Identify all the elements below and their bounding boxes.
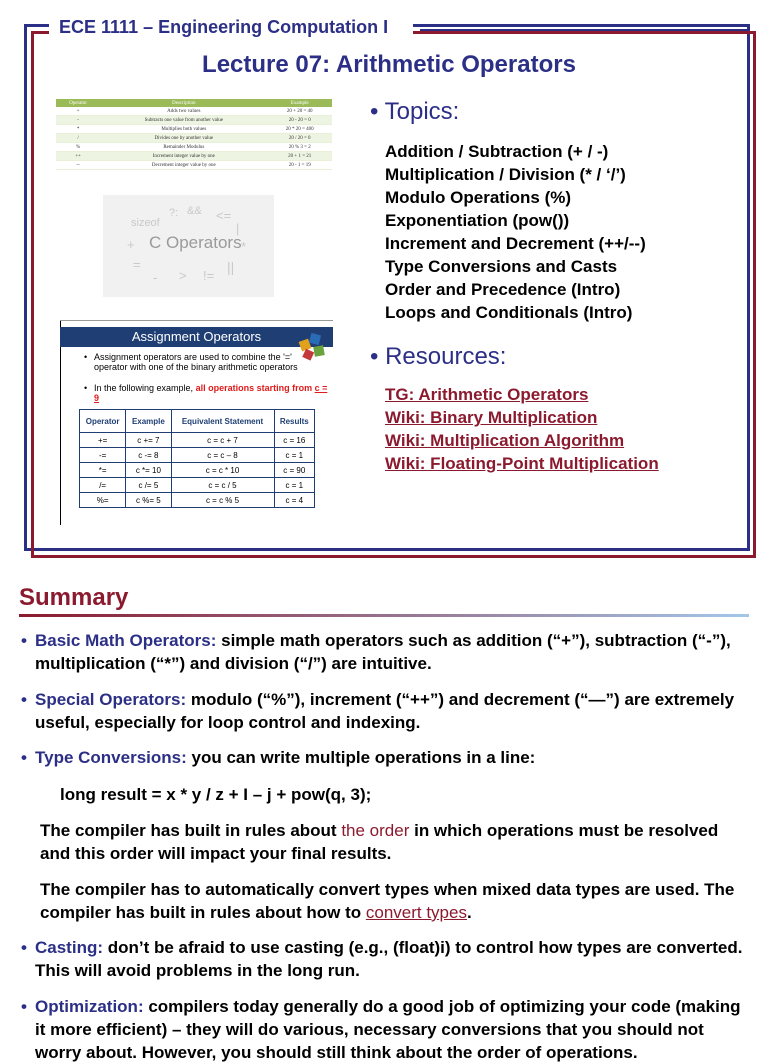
- table-cell: /: [56, 134, 100, 143]
- convert-link[interactable]: convert types: [365, 903, 467, 922]
- header-rule-blue-2: [420, 29, 750, 31]
- table-row: [80, 433, 315, 448]
- bullet2-highlight: all operations starting from: [195, 383, 315, 393]
- table-row: [56, 134, 332, 143]
- order-pre: The compiler has built in rules about: [40, 821, 342, 840]
- table-row: [80, 448, 315, 463]
- slide-left-edge: [60, 320, 61, 525]
- lecture-title: Lecture 07: Arithmetic Operators: [202, 51, 576, 78]
- table-cell: /=: [80, 478, 126, 493]
- table-row: [56, 125, 332, 134]
- resources-heading: [370, 343, 506, 371]
- table-cell: c %= 5: [126, 493, 171, 508]
- table-cell: 20 % 3 = 2: [267, 143, 332, 152]
- table-cell: c += 7: [126, 433, 171, 448]
- topics-bullet: •: [370, 98, 379, 125]
- table-row: [56, 161, 332, 170]
- operator-symbol: >: [179, 268, 187, 283]
- summary-rule: [19, 614, 749, 617]
- summary-title: Summary: [19, 584, 129, 611]
- table-cell: Increment integer value by one: [100, 152, 267, 161]
- operator-symbol: <=: [216, 208, 232, 223]
- assignment-bullet-1: Assignment operators are used to combine the '=' operator with one of the binary arithmetic operators: [94, 352, 298, 372]
- special-label: Special Operators:: [35, 690, 187, 709]
- table-cell: c /= 5: [126, 478, 171, 493]
- topics-heading: [370, 98, 459, 126]
- operator-symbol: sizeof: [131, 217, 160, 229]
- table-cell: 20 + 1 = 21: [267, 152, 332, 161]
- bullet-dot: •: [21, 938, 27, 957]
- optim-text: compilers today generally do a good job of optimizing your code (making it more efficient) – they will do various, necessary conversions that you should not worry about. However, you should still think about the order of operations.: [35, 997, 741, 1062]
- table-cell: c = c / 5: [171, 478, 274, 493]
- table-cell: +=: [80, 433, 126, 448]
- operators-table: [56, 99, 332, 170]
- resources-heading-label: Resources:: [385, 343, 507, 370]
- header-corner: [32, 24, 46, 27]
- table-cell: c = c % 5: [171, 493, 274, 508]
- operator-symbol: =: [133, 257, 141, 272]
- resource-link[interactable]: Wiki: Multiplication Algorithm: [385, 431, 625, 450]
- table-cell: c = 90: [274, 463, 314, 478]
- assignment-operators-slide: [60, 320, 333, 525]
- topic-item: Type Conversions and Casts: [385, 257, 618, 276]
- bullet2-value: c = 9: [94, 383, 328, 403]
- c-operators-title: C Operators: [149, 233, 242, 252]
- table-cell: +: [56, 107, 100, 116]
- convert-post: .: [466, 903, 472, 922]
- table-row: [80, 463, 315, 478]
- optim-label: Optimization:: [35, 997, 144, 1016]
- table-cell: %=: [80, 493, 126, 508]
- table-cell: 20 / 20 = 0: [267, 134, 332, 143]
- resources-bullet: •: [370, 343, 379, 370]
- table-header: Results: [274, 410, 314, 433]
- table-header: Operator: [56, 99, 100, 107]
- casting-text: don’t be afraid to use casting (e.g., (float)i) to control how types are converted. This will avoid problems in the long run.: [35, 938, 743, 980]
- operator-symbol: !=: [203, 268, 215, 283]
- operator-symbol: |: [236, 221, 240, 236]
- table-cell: c = 16: [274, 433, 314, 448]
- table-cell: -: [56, 116, 100, 125]
- table-cell: Adds two values: [100, 107, 267, 116]
- table-cell: 20 * 20 = 400: [267, 125, 332, 134]
- table-header: Example: [126, 410, 171, 433]
- summary-casting: [21, 936, 745, 982]
- table-cell: %: [56, 143, 100, 152]
- topic-item: Loops and Conditionals (Intro): [385, 303, 633, 322]
- type-label: Type Conversions:: [35, 748, 187, 767]
- table-cell: Divides one by another value: [100, 134, 267, 143]
- c-operators-image: [103, 195, 274, 297]
- assignment-table: [79, 409, 315, 508]
- table-row: [56, 107, 332, 116]
- table-row: [80, 478, 315, 493]
- table-cell: c *= 10: [126, 463, 171, 478]
- topic-item: Order and Precedence (Intro): [385, 280, 621, 299]
- table-cell: 20 + 20 = 40: [267, 107, 332, 116]
- operator-symbol: ||: [227, 259, 235, 275]
- bullet-dot: •: [21, 997, 27, 1016]
- order-link[interactable]: the order: [341, 821, 410, 840]
- summary-special: [21, 688, 745, 734]
- operator-symbol: -: [153, 270, 158, 285]
- topics-heading-label: Topics:: [384, 98, 460, 125]
- topic-item: Increment and Decrement (++/--): [385, 234, 646, 253]
- operator-symbol: *: [241, 239, 247, 254]
- table-row: [56, 116, 332, 125]
- summary-convert: [40, 878, 750, 924]
- special-text: modulo (“%”), increment (“++”) and decrement (“—”) are extremely useful, especially for loop control and indexing.: [35, 690, 735, 732]
- summary-optimization: [21, 995, 745, 1064]
- resource-link[interactable]: Wiki: Floating-Point Multiplication: [385, 454, 659, 473]
- table-cell: c = c + 7: [171, 433, 274, 448]
- topic-item: Exponentiation (pow()): [385, 211, 570, 230]
- operator-symbol: &&: [187, 205, 202, 217]
- bullet-dot: •: [21, 748, 27, 767]
- type-text: you can write multiple operations in a line:: [186, 748, 536, 767]
- table-header: Description: [100, 99, 267, 107]
- casting-label: Casting:: [35, 938, 103, 957]
- slide-top-edge: [60, 320, 333, 321]
- assignment-bullet-2: [94, 383, 330, 403]
- topic-item: Addition / Subtraction (+ / -): [385, 142, 609, 161]
- code-line: long result = x * y / z + I – j + pow(q, 3);: [60, 785, 372, 804]
- table-cell: *=: [80, 463, 126, 478]
- resource-link[interactable]: TG: Arithmetic Operators: [385, 385, 589, 404]
- bullet2-prefix: In the following example,: [94, 383, 196, 393]
- convert-pre: The compiler has to automatically convert types when mixed data types are used. The compiler has built in rules about how to: [40, 880, 735, 922]
- basic-label: Basic Math Operators:: [35, 631, 217, 650]
- basic-text: simple math operators such as addition (“+”), subtraction (“-”), multiplication (“*”) and division (“/”) are intuitive.: [35, 631, 731, 673]
- bullet-dot: •: [21, 631, 27, 650]
- table-cell: c = c – 8: [171, 448, 274, 463]
- table-header: Example: [267, 99, 332, 107]
- bullet-dot: •: [84, 352, 88, 362]
- table-cell: c = c * 10: [171, 463, 274, 478]
- bullet-dot: •: [84, 383, 88, 393]
- resource-link[interactable]: Wiki: Binary Multiplication: [385, 408, 598, 427]
- table-row: [80, 493, 315, 508]
- topic-item: Modulo Operations (%): [385, 188, 572, 207]
- assignment-title: Assignment Operators: [60, 327, 333, 347]
- operator-symbol: +: [127, 237, 135, 252]
- table-cell: c = 1: [274, 478, 314, 493]
- table-row: [56, 143, 332, 152]
- table-cell: c = 1: [274, 448, 314, 463]
- table-cell: --: [56, 161, 100, 170]
- summary-basic: [21, 629, 745, 675]
- summary-order: [40, 819, 750, 865]
- table-cell: -=: [80, 448, 126, 463]
- table-cell: Remainder Modulus: [100, 143, 267, 152]
- table-cell: c = 4: [274, 493, 314, 508]
- summary-type: [21, 746, 745, 769]
- topic-item: Multiplication / Division (* / ‘/’): [385, 165, 626, 184]
- order-post: in which operations must be resolved and this order will impact your final results.: [40, 821, 719, 863]
- table-header: Operator: [80, 410, 126, 433]
- table-cell: Decrement integer value by one: [100, 161, 267, 170]
- course-title: ECE 1111 – Engineering Computation I: [59, 17, 389, 37]
- table-cell: Subtracts one value from another value: [100, 116, 267, 125]
- table-cell: ++: [56, 152, 100, 161]
- header-rule-blue: [420, 24, 750, 26]
- operator-symbol: ?:: [169, 207, 179, 219]
- table-cell: c -= 8: [126, 448, 171, 463]
- bullet-dot: •: [21, 690, 27, 709]
- table-cell: *: [56, 125, 100, 134]
- table-cell: 20 - 1 = 19: [267, 161, 332, 170]
- table-cell: 20 - 20 = 0: [267, 116, 332, 125]
- table-row: [56, 152, 332, 161]
- table-header: Equivalent Statement: [171, 410, 274, 433]
- table-cell: Multiplies both values: [100, 125, 267, 134]
